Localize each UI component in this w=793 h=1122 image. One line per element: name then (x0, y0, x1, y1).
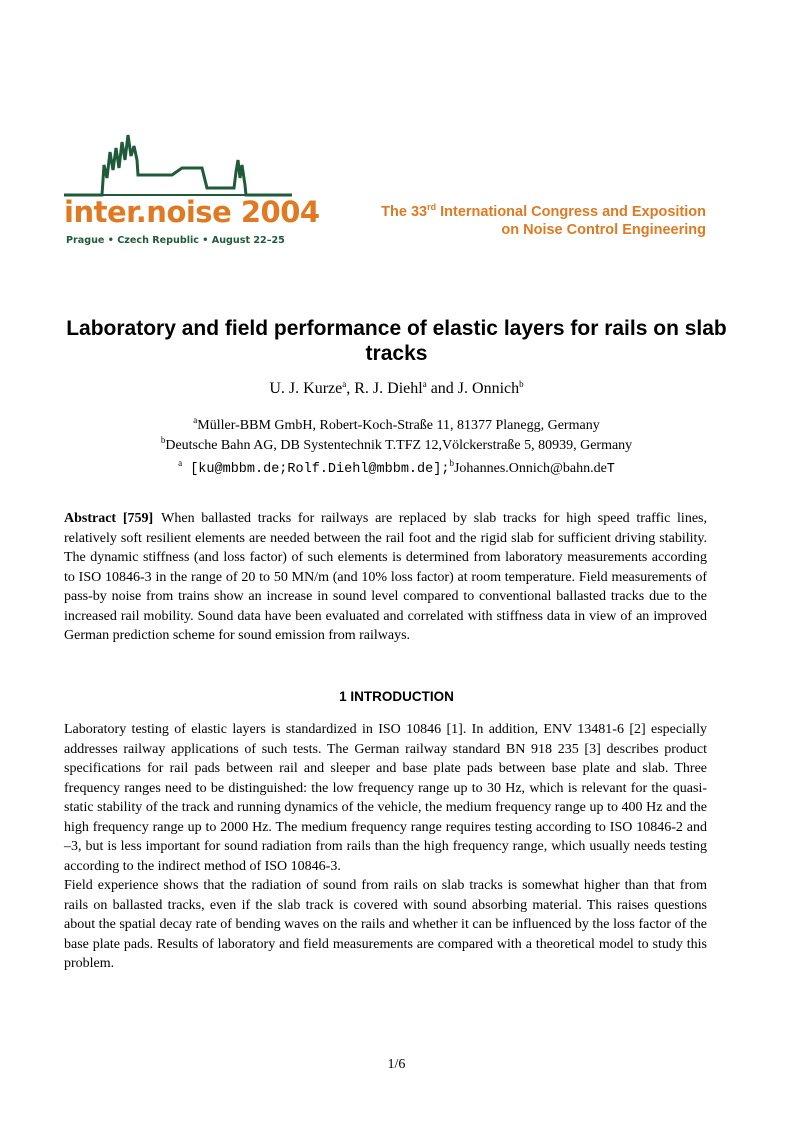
abstract-text: When ballasted tracks for railways are replaced by slab tracks for high speed traffic lines, relatively soft resilient elements are needed between the rail foot and the rigid slab for sufficient driving stability. The dynamic stiffness (and loss factor) of such elements is determined from laboratory measurements according to ISO 10846-3 in the range of 20 to 50 MN/m (and 10% loss factor) at room temperature. Field measurements of pass-by noise from trains show an increase in sound level compared to conventional ballasted tracks due to the increased rail mobility. Sound data have been evaluated and correlated with stiffness data in view of an improved German prediction scheme for sound emission from railways. (64, 511, 707, 643)
conference-name (381, 203, 706, 239)
affiliation-b: $^b$Deutsche Bahn AG, DB Systentechnik T.TFZ 12,Völckerstraße 5, 80939, Germany (160, 435, 633, 453)
author-list: U. J. Kurze$^a$, R. J. Diehl$^a$ and J. Onnich$^b$ (269, 379, 524, 397)
introduction-body (64, 720, 707, 974)
conference-line-1: The 33rd International Congress and Exposition (381, 202, 706, 220)
section-heading-introduction: 1 INTRODUCTION (339, 689, 454, 704)
conference-logo (62, 130, 320, 250)
abstract-label: Abstract [759] (64, 511, 154, 526)
intro-paragraph-1: Laboratory testing of elastic layers is standardized in ISO 10846 [1]. In addition, ENV 13481-6 [2] especially addresses railway applications of such tests. The German railway standard BN 918 235 [3] describes product specifications for rail pads between rail and sleeper and base plate pads between base plate and slab. Three frequency ranges need to be distinguished: the low frequency range up to 30 Hz, which is relevant for the quasi-static stability of the track and running dynamics of the vehicle, the medium frequency range up to 400 Hz and the high frequency range up to 2000 Hz. The medium frequency range requires testing according to ISO 10846-2 and –3, but is less important for sound radiation from rails than the high frequency range, which usually needs testing according to the indirect method of ISO 10846-3. (64, 722, 707, 874)
affiliation-a: $^a$Müller-BBM GmbH, Robert-Koch-Straße 11, 81377 Planegg, Germany (193, 415, 600, 433)
logo-subtitle: Prague • Czech Republic • August 22–25 (66, 235, 285, 246)
email-link-a[interactable]: [ku@mbbm.de;Rolf.Diehl@mbbm.de]; (182, 462, 450, 477)
email-link-b[interactable]: Johannes.Onnich@bahn.de (453, 461, 607, 476)
conference-line-2: on Noise Control Engineering (501, 222, 706, 238)
paper-title: Laboratory and field performance of elastic layers for rails on slab tracks (66, 317, 727, 365)
intro-paragraph-2: Field experience shows that the radiation of sound from rails on slab tracks is somewhat higher than that from rails on ballasted tracks, even if the slab track is covered with sound absorbing material. This raises questions about the spatial decay rate of bending waves on the rails and whether it can be influenced by the loss factor of the base plate pads. Results of laboratory and field measurements are compared with a theoretical model to study this problem. (64, 878, 707, 971)
author-emails: $^a$ [ku@mbbm.de;Rolf.Diehl@mbbm.de];$^b$Johannes.Onnich@bahn.deT (178, 458, 615, 477)
page-number: 1/6 (387, 1057, 406, 1072)
logo-wordmark: inter.noise 2004 (64, 195, 320, 229)
abstract (64, 509, 707, 646)
